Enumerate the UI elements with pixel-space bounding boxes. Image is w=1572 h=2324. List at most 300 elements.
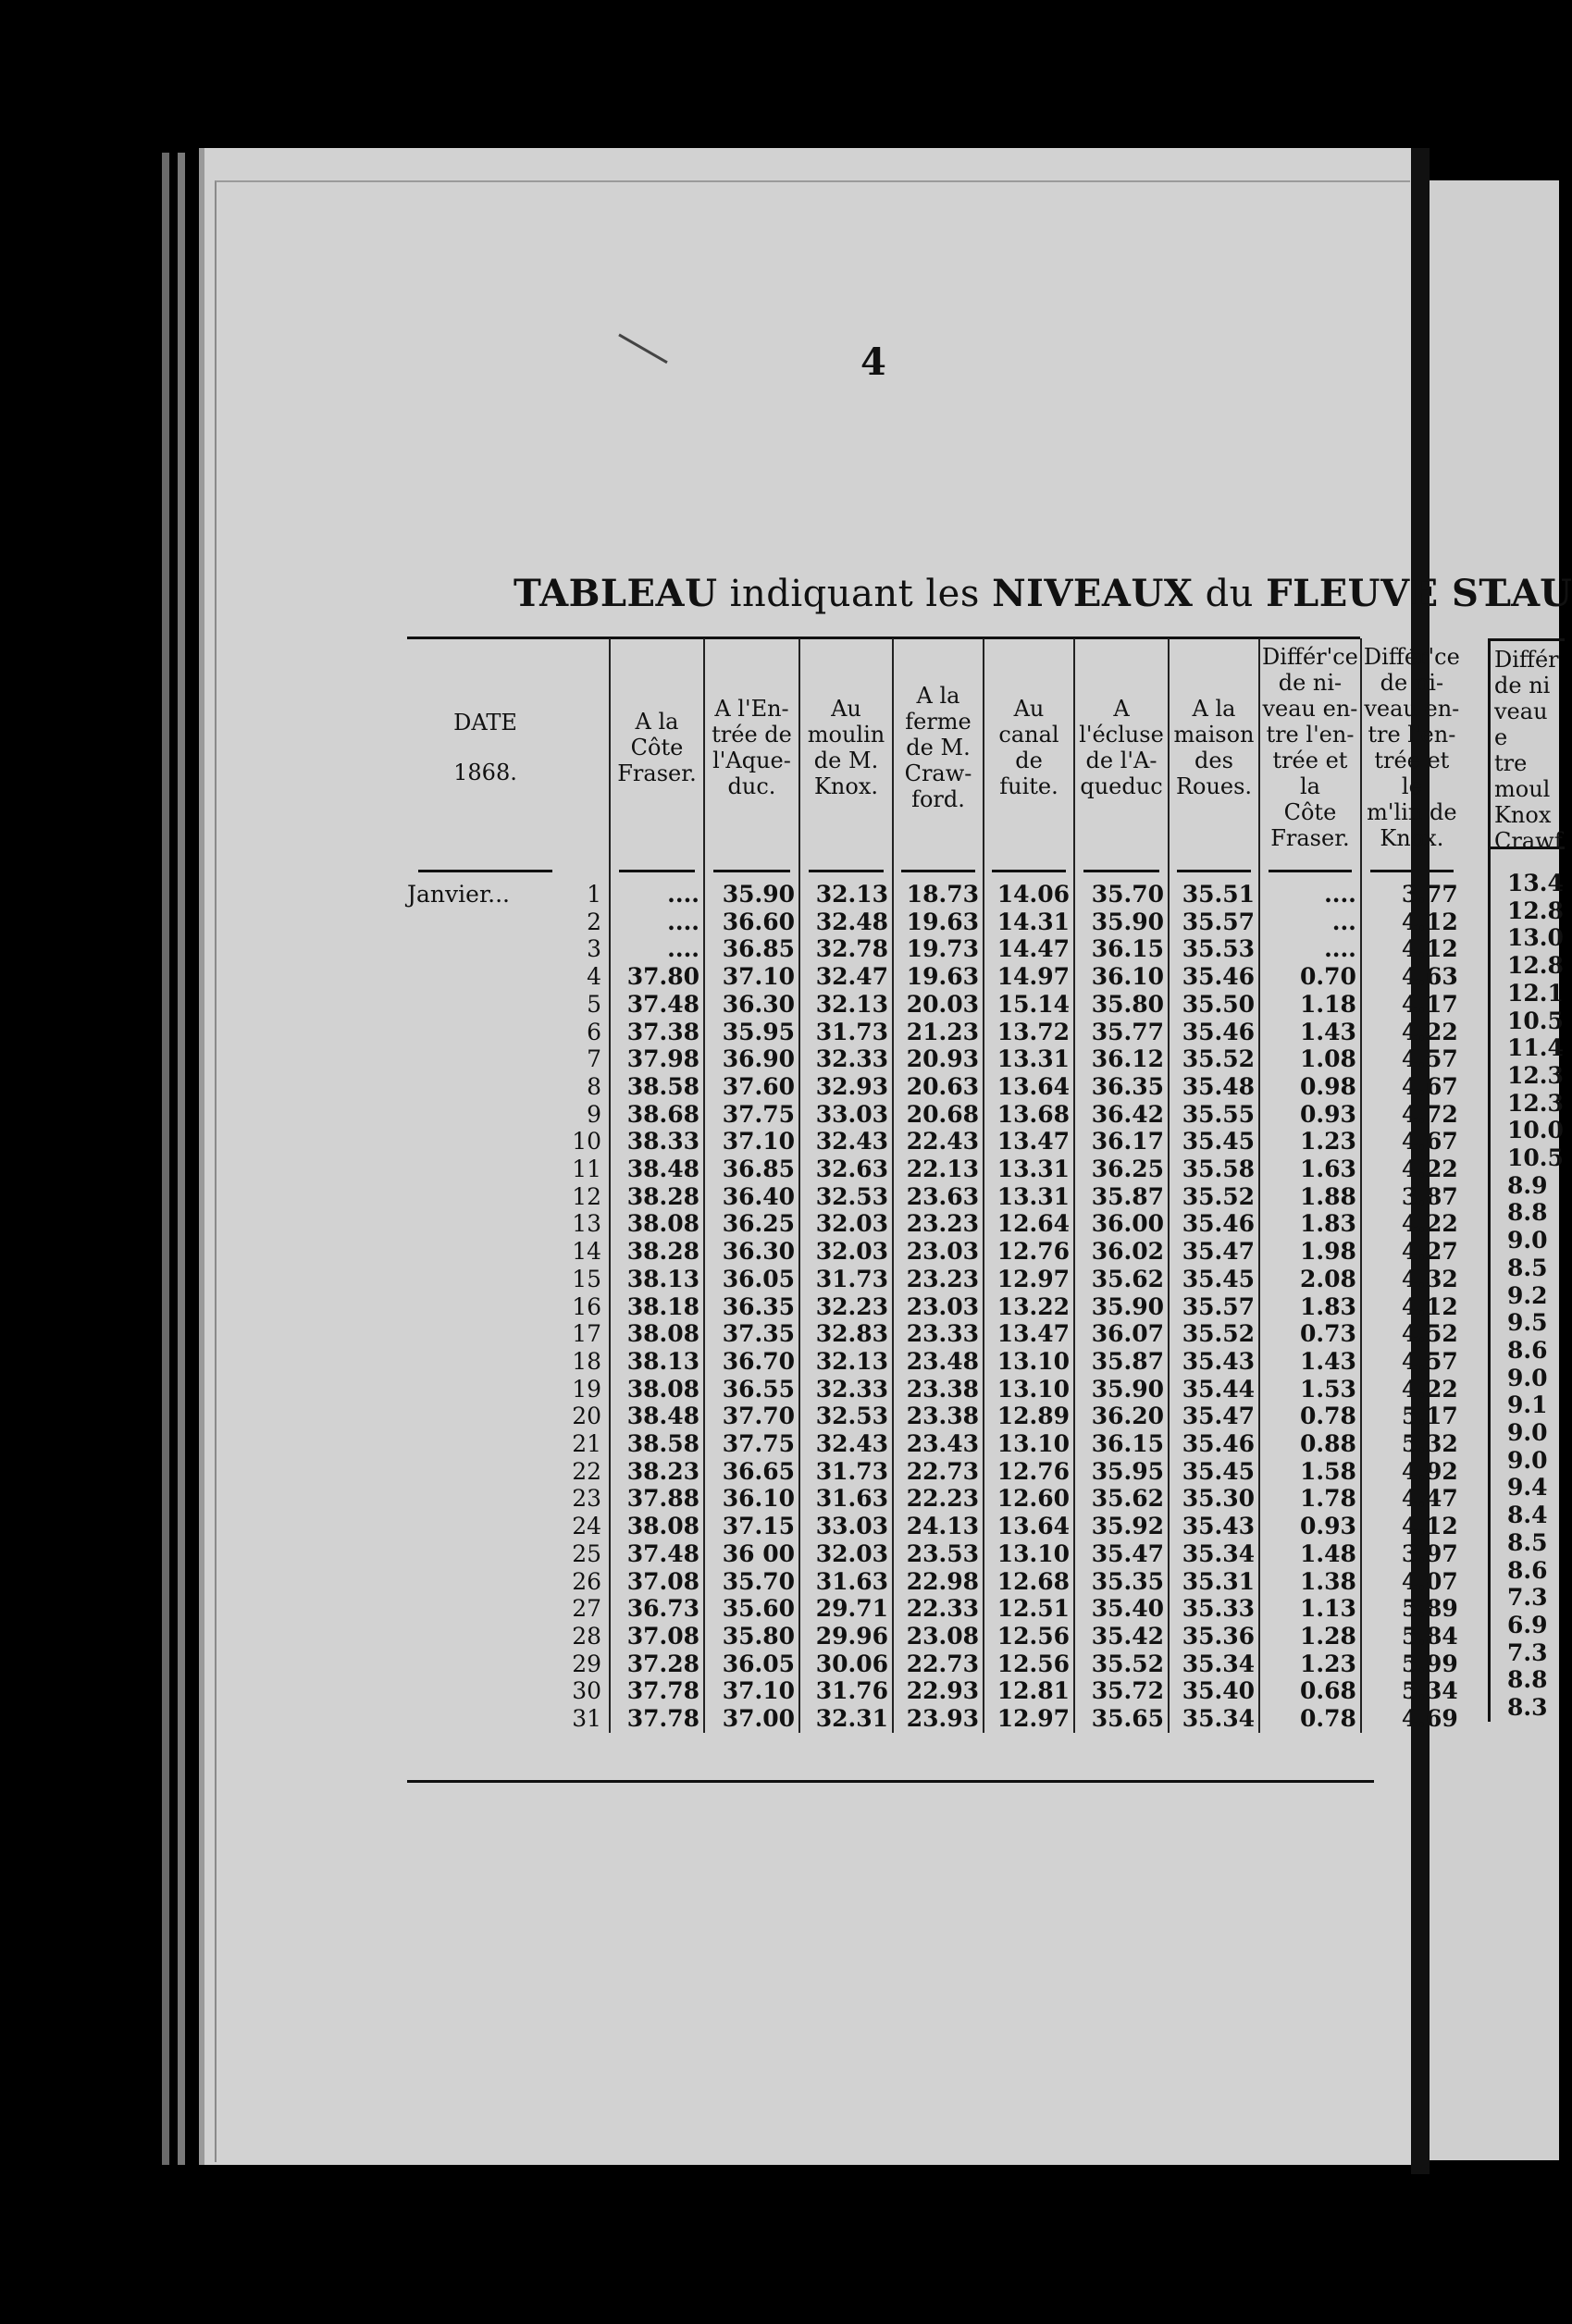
value-cell: 35.53 (1169, 935, 1259, 963)
column-header-line: Knox. (1380, 825, 1444, 851)
value-cell: 36.00 (1074, 1210, 1169, 1238)
value-cell: 36.12 (1074, 1045, 1169, 1073)
table-title (514, 572, 1507, 615)
right-header-line: Différ (1494, 647, 1559, 673)
value-cell: 4.07 (1361, 1568, 1462, 1596)
month-cell (407, 1513, 563, 1540)
right-value-cell: 7.3 (1507, 1638, 1548, 1666)
column-header-line: de l'A- (1085, 748, 1157, 773)
table-row (407, 1403, 1462, 1430)
value-cell: 23.33 (893, 1320, 984, 1348)
column-header-line: Craw- (904, 760, 972, 786)
value-cell: 0.68 (1259, 1677, 1361, 1705)
value-cell: 37.10 (704, 1128, 799, 1156)
value-cell: 38.23 (610, 1458, 704, 1486)
value-cell: 36.85 (704, 935, 799, 963)
value-cell: 37.15 (704, 1513, 799, 1540)
value-cell: 37.08 (610, 1623, 704, 1650)
value-cell: 35.42 (1074, 1623, 1169, 1650)
separator-cell (984, 860, 1074, 881)
table-header-row (407, 638, 1462, 860)
value-cell: 1.23 (1259, 1650, 1361, 1678)
value-cell: 1.98 (1259, 1238, 1361, 1266)
value-cell: 35.95 (704, 1019, 799, 1046)
value-cell: 35.47 (1169, 1238, 1259, 1266)
value-cell: 36.05 (704, 1266, 799, 1293)
value-cell: 1.43 (1259, 1348, 1361, 1376)
value-cell: 32.13 (799, 881, 893, 909)
value-cell: 29.96 (799, 1623, 893, 1650)
value-cell: 32.03 (799, 1210, 893, 1238)
value-cell: 38.58 (610, 1073, 704, 1101)
value-cell: 35.62 (1074, 1266, 1169, 1293)
column-header-9 (1361, 638, 1462, 860)
value-cell: 37.80 (610, 963, 704, 991)
value-cell: 0.78 (1259, 1403, 1361, 1430)
table-row (407, 1293, 1462, 1321)
value-cell: 32.47 (799, 963, 893, 991)
value-cell: 4.17 (1361, 991, 1462, 1019)
value-cell: 35.46 (1169, 1210, 1259, 1238)
month-cell (407, 935, 563, 963)
column-header-line: Knox. (814, 773, 878, 799)
value-cell: 35.46 (1169, 1019, 1259, 1046)
value-cell: 1.13 (1259, 1595, 1361, 1623)
table-row (407, 1045, 1462, 1073)
value-cell: 1.58 (1259, 1458, 1361, 1486)
title-part-2: indiquant les (729, 573, 980, 615)
table-row (407, 1568, 1462, 1596)
value-cell: 35.43 (1169, 1513, 1259, 1540)
value-cell: 36.15 (1074, 1430, 1169, 1458)
day-cell: 7 (587, 1045, 601, 1073)
value-cell: 35.47 (1169, 1403, 1259, 1430)
value-cell: 31.63 (799, 1568, 893, 1596)
right-value-cell: 12.8 (1507, 952, 1564, 980)
value-cell: 35.52 (1169, 1183, 1259, 1211)
month-cell (407, 1101, 563, 1129)
column-header-line: fuite. (999, 773, 1058, 799)
value-cell: 35.57 (1169, 909, 1259, 936)
value-cell: 37.10 (704, 963, 799, 991)
value-cell: 18.73 (893, 881, 984, 909)
value-cell: 20.68 (893, 1101, 984, 1129)
value-cell: 35.45 (1169, 1266, 1259, 1293)
value-cell: 12.76 (984, 1238, 1074, 1266)
value-cell: 4.63 (1361, 963, 1462, 991)
value-cell: 23.08 (893, 1623, 984, 1650)
value-cell: 23.38 (893, 1376, 984, 1403)
value-cell: 38.08 (610, 1320, 704, 1348)
value-cell: 22.13 (893, 1156, 984, 1183)
value-cell: 3.77 (1361, 881, 1462, 909)
value-cell: 1.23 (1259, 1128, 1361, 1156)
value-cell: 35.31 (1169, 1568, 1259, 1596)
value-cell: 2.08 (1259, 1266, 1361, 1293)
month-cell (407, 1348, 563, 1376)
value-cell: 0.93 (1259, 1513, 1361, 1540)
title-part-3: NIVEAUX (992, 572, 1194, 615)
separator-cell (1074, 860, 1169, 881)
value-cell: 19.63 (893, 909, 984, 936)
value-cell: 14.06 (984, 881, 1074, 909)
right-value-cell: 8.4 (1507, 1502, 1548, 1529)
value-cell: 13.31 (984, 1045, 1074, 1073)
value-cell: 35.95 (1074, 1458, 1169, 1486)
value-cell: 38.48 (610, 1403, 704, 1430)
value-cell: 32.43 (799, 1430, 893, 1458)
value-cell: 32.33 (799, 1376, 893, 1403)
value-cell: 38.08 (610, 1210, 704, 1238)
value-cell: 37.60 (704, 1073, 799, 1101)
value-cell: 38.58 (610, 1430, 704, 1458)
day-cell: 18 (572, 1347, 601, 1375)
table-body (407, 860, 1462, 1733)
value-cell: 12.56 (984, 1623, 1074, 1650)
column-header-8 (1259, 638, 1361, 860)
right-value-cell: 13.4 (1507, 870, 1564, 896)
value-cell: 36.15 (1074, 935, 1169, 963)
value-cell: 0.73 (1259, 1320, 1361, 1348)
value-cell: 1.28 (1259, 1623, 1361, 1650)
value-cell: 36.70 (704, 1348, 799, 1376)
value-cell: 14.97 (984, 963, 1074, 991)
table-row (407, 1073, 1462, 1101)
value-cell: 4.12 (1361, 1293, 1462, 1321)
table-row (407, 1623, 1462, 1650)
value-cell: 1.88 (1259, 1183, 1361, 1211)
value-cell: 13.10 (984, 1540, 1074, 1568)
month-cell (407, 1540, 563, 1568)
value-cell: 22.73 (893, 1650, 984, 1678)
value-cell: 5.17 (1361, 1403, 1462, 1430)
month-cell (407, 1568, 563, 1596)
value-cell: 36.30 (704, 1238, 799, 1266)
value-cell: 12.60 (984, 1485, 1074, 1513)
value-cell: 13.47 (984, 1320, 1074, 1348)
value-cell: .... (610, 881, 704, 909)
value-cell: 36.85 (704, 1156, 799, 1183)
column-header-line: A l'En- (714, 696, 789, 722)
right-value-cell: 10.0 (1507, 1117, 1564, 1144)
column-header-line: ferme (905, 709, 972, 735)
value-cell: 38.08 (610, 1513, 704, 1540)
value-cell: 20.03 (893, 991, 984, 1019)
month-cell (407, 1210, 563, 1238)
table-bottom-rule (407, 1780, 1374, 1783)
table-row (407, 909, 1462, 936)
column-header-line: tre l'en- (1368, 722, 1456, 748)
value-cell: 36.25 (704, 1210, 799, 1238)
day-cell: 21 (572, 1430, 601, 1458)
value-cell: 35.44 (1169, 1376, 1259, 1403)
table-row (407, 1595, 1462, 1623)
table-row (407, 1485, 1462, 1513)
value-cell: 36.35 (1074, 1073, 1169, 1101)
value-cell: 19.63 (893, 963, 984, 991)
table-row (407, 1430, 1462, 1458)
day-cell: 22 (572, 1457, 601, 1485)
right-value-cell: 12.3 (1507, 1089, 1564, 1117)
day-cell: 14 (572, 1238, 601, 1266)
column-header-line: trée et le (1374, 748, 1450, 799)
month-cell (407, 1238, 563, 1266)
value-cell: 35.43 (1169, 1348, 1259, 1376)
separator-cell (610, 860, 704, 881)
value-cell: 37.28 (610, 1650, 704, 1678)
value-cell: .... (610, 909, 704, 936)
value-cell: 31.73 (799, 1019, 893, 1046)
column-header-line: moulin (807, 722, 885, 748)
table-row (407, 935, 1462, 963)
value-cell: 1.48 (1259, 1540, 1361, 1568)
table-row (407, 1156, 1462, 1183)
value-cell: 36.35 (704, 1293, 799, 1321)
value-cell: 4.22 (1361, 1019, 1462, 1046)
value-cell: 35.57 (1169, 1293, 1259, 1321)
value-cell: 1.08 (1259, 1045, 1361, 1073)
right-header-line: Knox (1494, 802, 1552, 828)
value-cell: 35.34 (1169, 1650, 1259, 1678)
right-value-cell: 10.5 (1507, 1144, 1564, 1172)
right-value-cell: 8.5 (1507, 1254, 1548, 1281)
value-cell: 21.23 (893, 1019, 984, 1046)
month-cell (407, 991, 563, 1019)
column-header-line: Au (1013, 696, 1045, 722)
table-row (407, 1650, 1462, 1678)
column-header-line: ford. (911, 786, 965, 812)
day-cell: 23 (572, 1485, 601, 1513)
date-header-line: 1868. (453, 760, 517, 785)
column-header-line: l'écluse (1079, 722, 1164, 748)
month-cell (407, 1073, 563, 1101)
right-value-cell: 11.4 (1507, 1034, 1564, 1062)
right-value-cell: 9.4 (1507, 1474, 1548, 1502)
value-cell: 36.17 (1074, 1128, 1169, 1156)
column-header-line: veau en- (1262, 696, 1358, 722)
value-cell: 37.75 (704, 1430, 799, 1458)
value-cell: 36.60 (704, 909, 799, 936)
value-cell: 37.70 (704, 1403, 799, 1430)
value-cell: 35.40 (1169, 1677, 1259, 1705)
header-underline (1269, 870, 1352, 872)
right-value-cell: 9.1 (1507, 1391, 1548, 1419)
value-cell: 0.88 (1259, 1430, 1361, 1458)
value-cell: 23.43 (893, 1430, 984, 1458)
value-cell: 35.80 (1074, 991, 1169, 1019)
separator-cell (799, 860, 893, 881)
right-value-cell: 12.1 (1507, 979, 1564, 1007)
value-cell: 13.10 (984, 1430, 1074, 1458)
day-cell: 12 (572, 1182, 601, 1210)
month-cell (407, 1623, 563, 1650)
day-cell: 26 (572, 1567, 601, 1595)
value-cell: 37.38 (610, 1019, 704, 1046)
month-cell (407, 1156, 563, 1183)
column-header-line: Différ'ce (1262, 644, 1358, 670)
value-cell: 36.25 (1074, 1156, 1169, 1183)
value-cell: 35.52 (1074, 1650, 1169, 1678)
value-cell: 12.56 (984, 1650, 1074, 1678)
value-cell: 35.70 (1074, 881, 1169, 909)
value-cell: 36.20 (1074, 1403, 1169, 1430)
value-cell: 12.64 (984, 1210, 1074, 1238)
value-cell: 1.63 (1259, 1156, 1361, 1183)
column-header-2 (704, 638, 799, 860)
day-cell: 29 (572, 1650, 601, 1677)
day-cell: 15 (572, 1265, 601, 1292)
value-cell: 13.10 (984, 1376, 1074, 1403)
value-cell: 35.50 (1169, 991, 1259, 1019)
month-cell (407, 1430, 563, 1458)
column-header-line: duc. (727, 773, 776, 799)
table-row (407, 991, 1462, 1019)
column-header-line: Fraser. (617, 760, 697, 786)
value-cell: 32.83 (799, 1320, 893, 1348)
value-cell: 36.10 (704, 1485, 799, 1513)
value-cell: 5.84 (1361, 1623, 1462, 1650)
column-header-line: Côte (630, 735, 684, 760)
value-cell: 4.69 (1361, 1705, 1462, 1733)
column-header-line: de ni- (1380, 670, 1444, 696)
value-cell: 35.46 (1169, 1430, 1259, 1458)
value-cell: 35.70 (704, 1568, 799, 1596)
value-cell: 32.23 (799, 1293, 893, 1321)
separator-cell (704, 860, 799, 881)
right-value-cell: 8.6 (1507, 1336, 1548, 1364)
right-value-cell: 8.9 (1507, 1171, 1548, 1199)
value-cell: 4.12 (1361, 935, 1462, 963)
table-row (407, 1705, 1462, 1733)
separator-cell (1169, 860, 1259, 881)
value-cell: 36.05 (704, 1650, 799, 1678)
value-cell: 31.76 (799, 1677, 893, 1705)
month-cell (407, 1376, 563, 1403)
column-header-line: de ni- (1278, 670, 1343, 696)
value-cell: 1.78 (1259, 1485, 1361, 1513)
value-cell: 36.40 (704, 1183, 799, 1211)
value-cell: 13.47 (984, 1128, 1074, 1156)
right-page-header (1491, 641, 1565, 854)
page-edge-left-2 (178, 153, 185, 2165)
value-cell: 5.89 (1361, 1595, 1462, 1623)
day-cell: 5 (587, 990, 601, 1018)
right-header-line: moul (1494, 776, 1551, 802)
value-cell: 22.73 (893, 1458, 984, 1486)
value-cell: 35.51 (1169, 881, 1259, 909)
value-cell: 36.07 (1074, 1320, 1169, 1348)
value-cell: 23.03 (893, 1293, 984, 1321)
value-cell: 35.90 (1074, 909, 1169, 936)
value-cell: 38.13 (610, 1266, 704, 1293)
month-cell (407, 1045, 563, 1073)
value-cell: 32.53 (799, 1403, 893, 1430)
month-cell (407, 1458, 563, 1486)
value-cell: 35.30 (1169, 1485, 1259, 1513)
column-header-line: veau en- (1364, 696, 1460, 722)
value-cell: 13.31 (984, 1183, 1074, 1211)
right-value-cell: 8.8 (1507, 1199, 1548, 1227)
value-cell: 35.65 (1074, 1705, 1169, 1733)
month-cell (407, 963, 563, 991)
value-cell: 13.68 (984, 1101, 1074, 1129)
month-cell (407, 1320, 563, 1348)
day-cell: 9 (587, 1100, 601, 1128)
value-cell: 36.65 (704, 1458, 799, 1486)
table-row (407, 1513, 1462, 1540)
table-row (407, 963, 1462, 991)
value-cell: 32.43 (799, 1128, 893, 1156)
table-row (407, 1238, 1462, 1266)
month-cell (407, 1128, 563, 1156)
column-header-line: A (1113, 696, 1130, 722)
value-cell: 23.93 (893, 1705, 984, 1733)
value-cell: 36.42 (1074, 1101, 1169, 1129)
column-header-7 (1169, 638, 1259, 860)
value-cell: 29.71 (799, 1595, 893, 1623)
value-cell: 35.52 (1169, 1320, 1259, 1348)
value-cell: 37.78 (610, 1677, 704, 1705)
value-cell: 4.72 (1361, 1101, 1462, 1129)
value-cell: 35.48 (1169, 1073, 1259, 1101)
table-row (407, 1101, 1462, 1129)
header-underline (619, 870, 696, 872)
table-row (407, 1019, 1462, 1046)
value-cell: 23.53 (893, 1540, 984, 1568)
value-cell: 38.08 (610, 1376, 704, 1403)
table-row (407, 1458, 1462, 1486)
separator-cell (1259, 860, 1361, 881)
value-cell: 0.78 (1259, 1705, 1361, 1733)
value-cell: 4.22 (1361, 1376, 1462, 1403)
value-cell: 20.93 (893, 1045, 984, 1073)
value-cell: 22.93 (893, 1677, 984, 1705)
right-value-cell: 9.2 (1507, 1281, 1548, 1309)
month-cell (407, 1595, 563, 1623)
value-cell: 37.75 (704, 1101, 799, 1129)
value-cell: 32.03 (799, 1238, 893, 1266)
column-header-line: trée de (712, 722, 792, 748)
value-cell: 36.73 (610, 1595, 704, 1623)
value-cell: 35.92 (1074, 1513, 1169, 1540)
month-cell (407, 1019, 563, 1046)
value-cell: 3.87 (1361, 1183, 1462, 1211)
day-cell: 17 (572, 1320, 601, 1348)
value-cell: 32.48 (799, 909, 893, 936)
title-part-5: FLEUVE ST (1266, 572, 1507, 615)
value-cell: 12.81 (984, 1677, 1074, 1705)
column-header-6 (1074, 638, 1169, 860)
value-cell: 4.32 (1361, 1266, 1462, 1293)
day-cell: 30 (572, 1677, 601, 1705)
value-cell: 4.67 (1361, 1128, 1462, 1156)
value-cell: 22.23 (893, 1485, 984, 1513)
value-cell: 12.97 (984, 1705, 1074, 1733)
value-cell: 36.55 (704, 1376, 799, 1403)
value-cell: 35.77 (1074, 1019, 1169, 1046)
separator-cell (407, 860, 563, 881)
value-cell: 36.90 (704, 1045, 799, 1073)
month-cell (407, 1650, 563, 1678)
value-cell: 22.43 (893, 1128, 984, 1156)
value-cell: 23.03 (893, 1238, 984, 1266)
day-cell: 6 (587, 1018, 601, 1045)
value-cell: 35.47 (1074, 1540, 1169, 1568)
value-cell: 32.33 (799, 1045, 893, 1073)
value-cell: 4.57 (1361, 1348, 1462, 1376)
value-cell: 19.73 (893, 935, 984, 963)
value-cell: 38.48 (610, 1156, 704, 1183)
